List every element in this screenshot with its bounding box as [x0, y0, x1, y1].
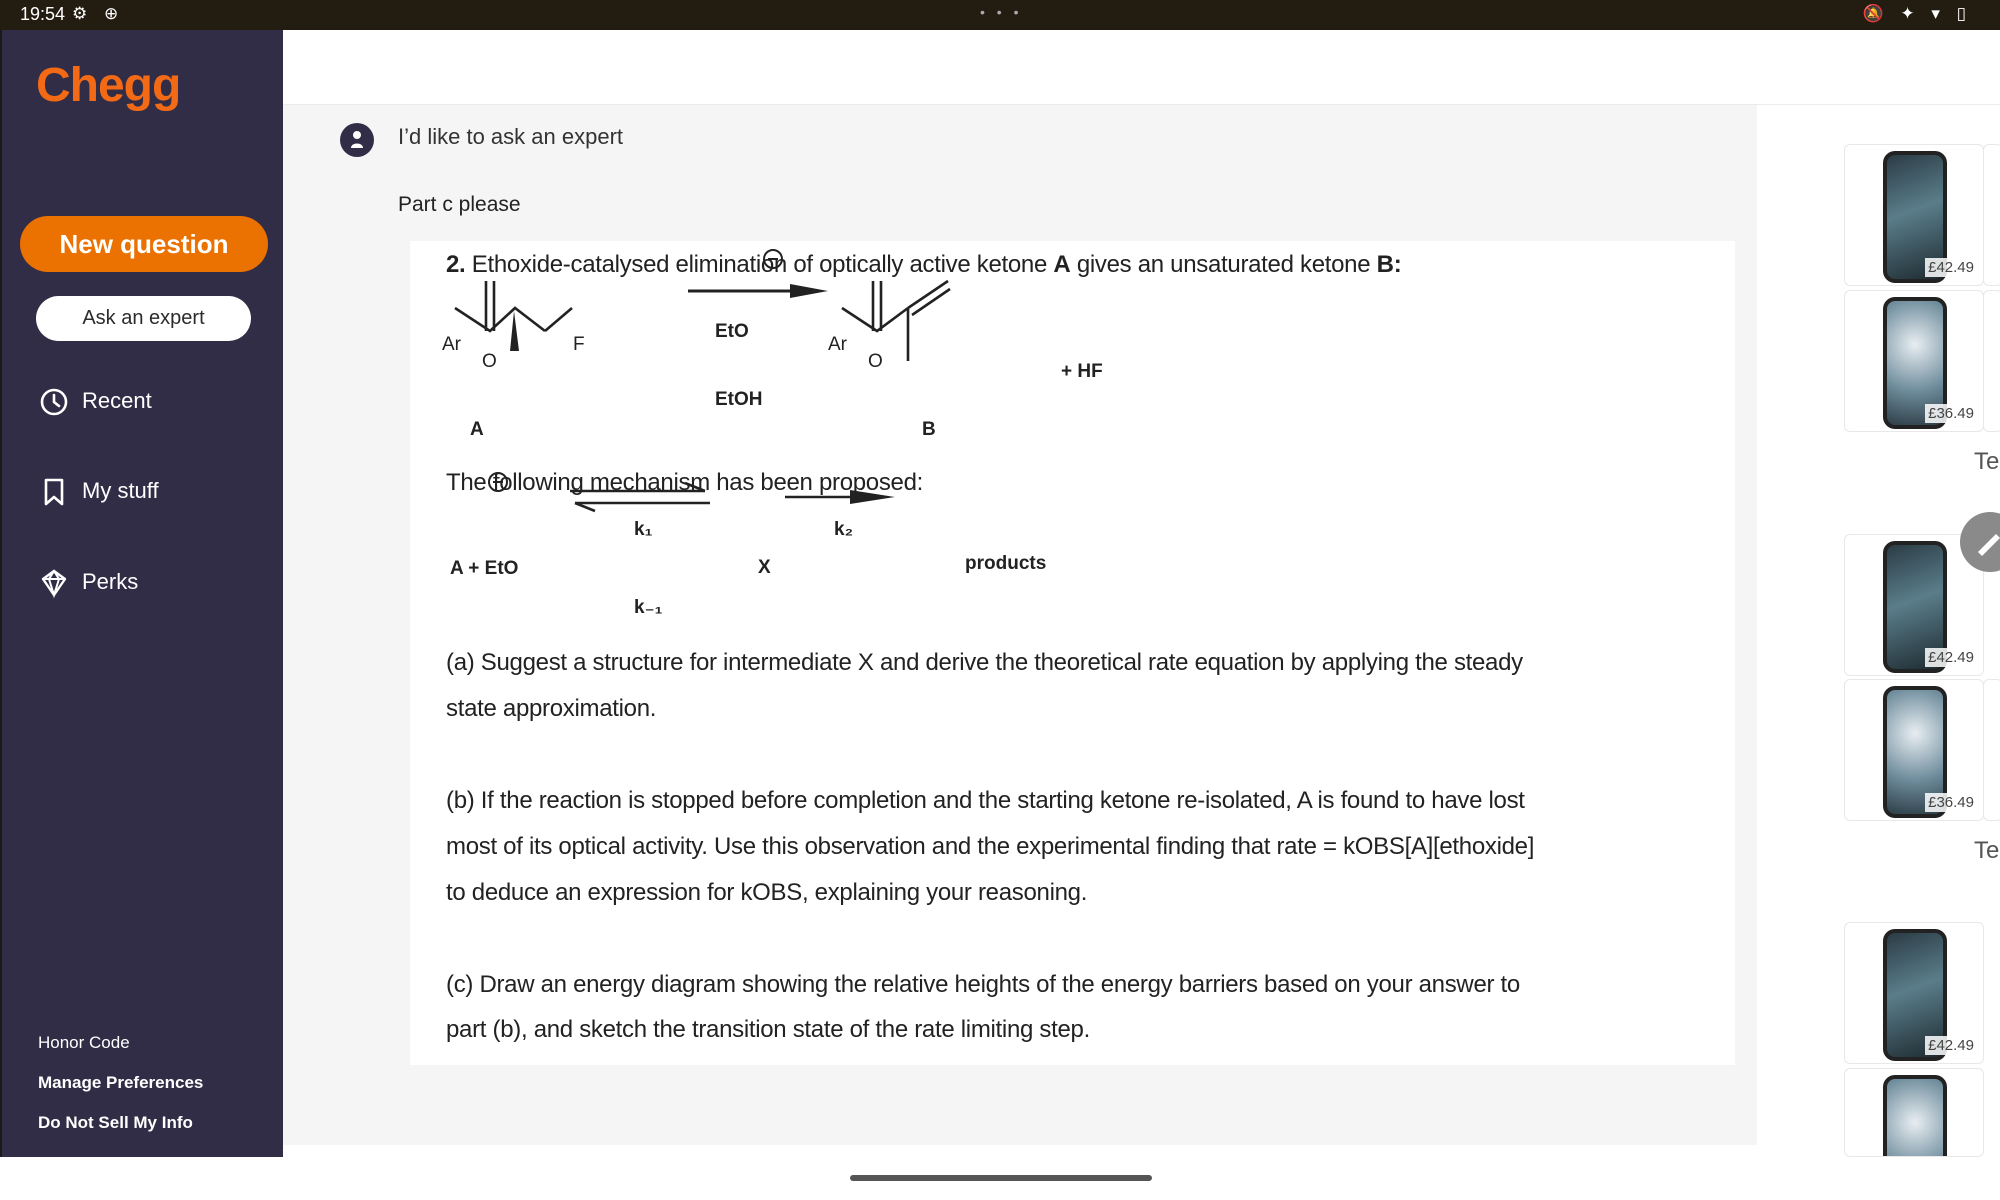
reagent-ethoxide: EtO: [715, 321, 749, 342]
ad-text: Te: [1974, 837, 2000, 864]
part-b-line-3: to deduce an expression for kOBS, explaining your reasoning.: [446, 879, 1088, 906]
ad-card[interactable]: [1844, 679, 1984, 821]
status-time: 19:54: [20, 4, 66, 24]
status-right-icons: 🔕 ✦ ▾ ▯: [1862, 4, 1972, 23]
user-avatar: [340, 123, 374, 157]
edit-button[interactable]: [1960, 512, 2000, 572]
reaction-arrowhead: [790, 284, 828, 298]
question-number: 2.: [446, 251, 466, 278]
ad-price: £36.49: [1925, 793, 1977, 812]
ad-text: Te: [1974, 448, 2000, 475]
sidebar-item-label: Perks: [82, 569, 139, 594]
heading-ketone-a: A: [1053, 251, 1071, 278]
ask-expert-prompt: I’d like to ask an expert: [398, 124, 624, 149]
chegg-logo[interactable]: Chegg: [36, 59, 181, 112]
question-heading: [446, 251, 1401, 279]
ask-expert-button[interactable]: Ask an expert: [36, 296, 251, 341]
part-a-line-2: state approximation.: [446, 695, 657, 722]
bookmark-icon: [38, 476, 70, 508]
sidebar-item-perks[interactable]: [38, 563, 268, 603]
ad-card[interactable]: [1844, 144, 1984, 286]
ketone-b-structure: [842, 281, 950, 361]
ad-card-partial[interactable]: [1983, 290, 2000, 432]
ad-price: £42.49: [1925, 1036, 1977, 1055]
question-text: Part c please: [398, 193, 521, 216]
label-o-b: O: [868, 351, 883, 372]
question-image: [410, 241, 1735, 1065]
manage-preferences-link[interactable]: Manage Preferences: [38, 1073, 204, 1092]
user-icon: [340, 123, 374, 157]
home-indicator[interactable]: [850, 1175, 1152, 1181]
ad-card-partial[interactable]: [1983, 679, 2000, 821]
pencil-icon: [1960, 512, 2000, 572]
gift-icon: [38, 567, 70, 599]
part-c-line-1: (c) Draw an energy diagram showing the relative heights of the energy barriers based on your answer to: [446, 971, 1520, 998]
sidebar-item-label: My stuff: [82, 478, 159, 503]
rate-constant-k1: k₁: [634, 519, 653, 540]
part-c-line-2: part (b), and sketch the transition state of the rate limiting step.: [446, 1016, 1090, 1043]
sidebar: [0, 30, 283, 1157]
reagent-ethanol: EtOH: [715, 389, 763, 410]
label-ar-a: Ar: [442, 334, 461, 355]
status-left-icons: ⚙ ⊕: [72, 4, 125, 23]
products-label: products: [965, 553, 1047, 574]
clock-icon: [38, 386, 70, 418]
rate-constant-k-minus1: k₋₁: [634, 597, 663, 618]
label-o-a: O: [482, 351, 497, 372]
plus-hf: + HF: [1061, 361, 1103, 382]
heading-text-b: gives an unsaturated ketone: [1076, 251, 1371, 278]
ad-card[interactable]: [1844, 922, 1984, 1064]
part-b-line-2: most of its optical activity. Use this observation and the experimental finding that rate = kOBS[A][ethoxide]: [446, 833, 1535, 860]
ad-card[interactable]: [1844, 1068, 1984, 1157]
mechanism-reactants: A + EtO: [450, 558, 519, 579]
ad-column: [1840, 140, 2000, 1157]
part-a-line-1: (a) Suggest a structure for intermediate X and derive the theoretical rate equation by applying the steady: [446, 649, 1523, 676]
sidebar-item-my-stuff[interactable]: [38, 472, 268, 512]
sidebar-item-label: Recent: [82, 388, 152, 413]
label-ar-b: Ar: [828, 334, 847, 355]
sidebar-item-recent[interactable]: [38, 382, 268, 422]
part-b-line-1: (b) If the reaction is stopped before completion and the starting ketone re-isolated, A is found to have lost: [446, 787, 1525, 814]
top-bar: [283, 30, 2000, 105]
do-not-sell-link[interactable]: Do Not Sell My Info: [38, 1113, 193, 1132]
new-question-button[interactable]: New question: [20, 216, 268, 272]
phone-image: [1883, 1075, 1947, 1157]
rate-constant-k2: k₂: [834, 519, 854, 540]
wedge-bond: [510, 311, 519, 351]
heading-text-a: Ethoxide-catalysed elimination of optically active ketone: [471, 251, 1048, 278]
status-bar: [0, 0, 2000, 30]
label-f: F: [573, 334, 585, 355]
heading-ketone-b: B:: [1376, 251, 1402, 278]
ad-card-partial[interactable]: [1983, 144, 2000, 286]
ad-card[interactable]: [1844, 290, 1984, 432]
label-a: A: [470, 419, 484, 440]
ad-price: £42.49: [1925, 648, 1977, 667]
intermediate-x: X: [758, 557, 771, 578]
ad-price: £36.49: [1925, 404, 1977, 423]
window-dots[interactable]: • • •: [980, 4, 1023, 20]
label-b: B: [922, 419, 936, 440]
honor-code-link[interactable]: Honor Code: [38, 1033, 130, 1052]
mechanism-intro: The following mechanism has been proposed:: [446, 469, 924, 496]
ad-price: £42.49: [1925, 258, 1977, 277]
